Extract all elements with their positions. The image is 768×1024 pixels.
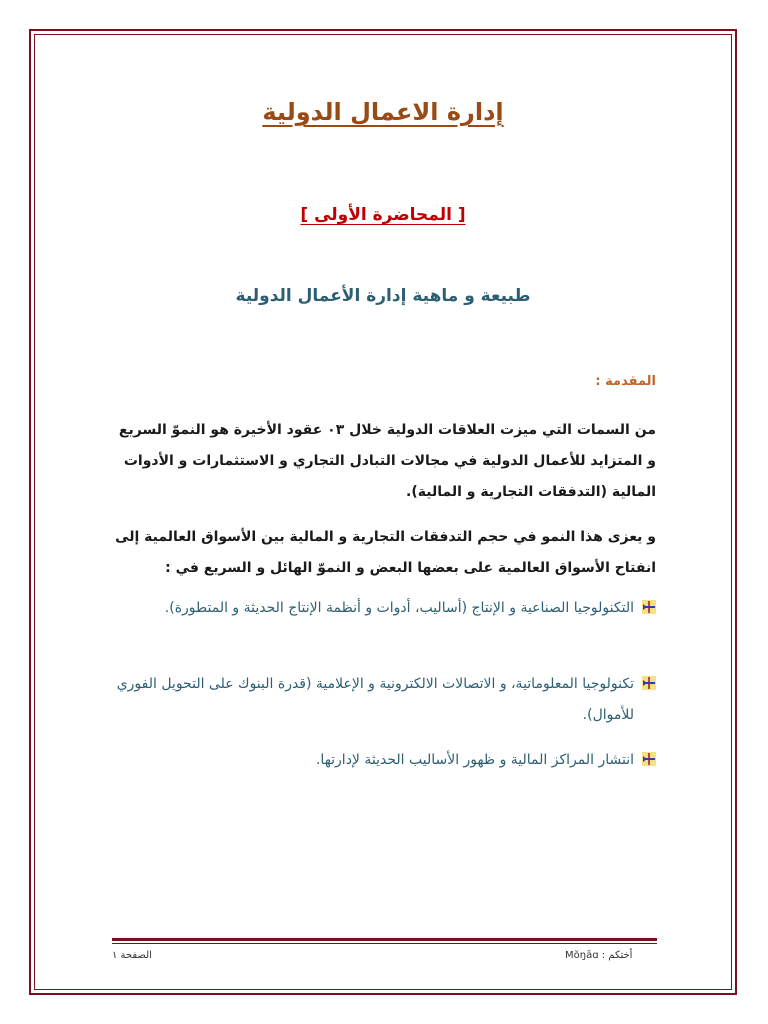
bullet-text-3: انتشار المراكز المالية و ظهور الأساليب الحديثة لإدارتها. <box>315 752 634 768</box>
footer-page-number: الصفحة ١ <box>112 950 152 961</box>
document-title: إدارة الاعمال الدولية <box>262 98 504 126</box>
bullet-arrow-icon <box>642 676 656 690</box>
intro-heading: المقدمة : <box>595 374 656 389</box>
document-subtitle: طبيعة و ماهية إدارة الأعمال الدولية <box>235 286 531 306</box>
bullet-item-3 <box>110 745 656 776</box>
page-border-inner <box>34 34 732 990</box>
bullet-text-1: التكنولوجيا الصناعية و الإنتاج (أساليب، أدوات و أنظمة الإنتاج الحديثة و المتطورة). <box>164 600 634 616</box>
lecture-label: [ المحاضرة الأولى ] <box>300 205 466 225</box>
paragraph-2: و يعزى هذا النمو في حجم التدفقات التجارية و المالية بين الأسواق العالمية إلى انفتاح الأسواق العالمية على بعضها البعض و النموّ الهائل و السريع في : <box>115 529 656 576</box>
bullet-text-2: تكنولوجيا المعلوماتية، و الاتصالات الالكترونية و الإعلامية (قدرة البنوك على التحويل الفوري للأموال). <box>116 676 634 723</box>
footer-author: أختكم : Mŏŋāɑ <box>565 950 633 961</box>
bullet-arrow-icon <box>642 752 656 766</box>
bullet-arrow-icon <box>642 600 656 614</box>
bullet-item-1 <box>110 593 656 624</box>
bullet-item-2 <box>110 669 656 731</box>
paragraph-1: من السمات التي ميزت العلاقات الدولية خلال ٠٣ عقود الأخيرة هو النموّ السريع و المتزايد للأعمال الدولية في مجالات التبادل التجاري و الاستثمارات و الأدوات المالية (التدفقات التجارية و المالية). <box>118 422 656 500</box>
